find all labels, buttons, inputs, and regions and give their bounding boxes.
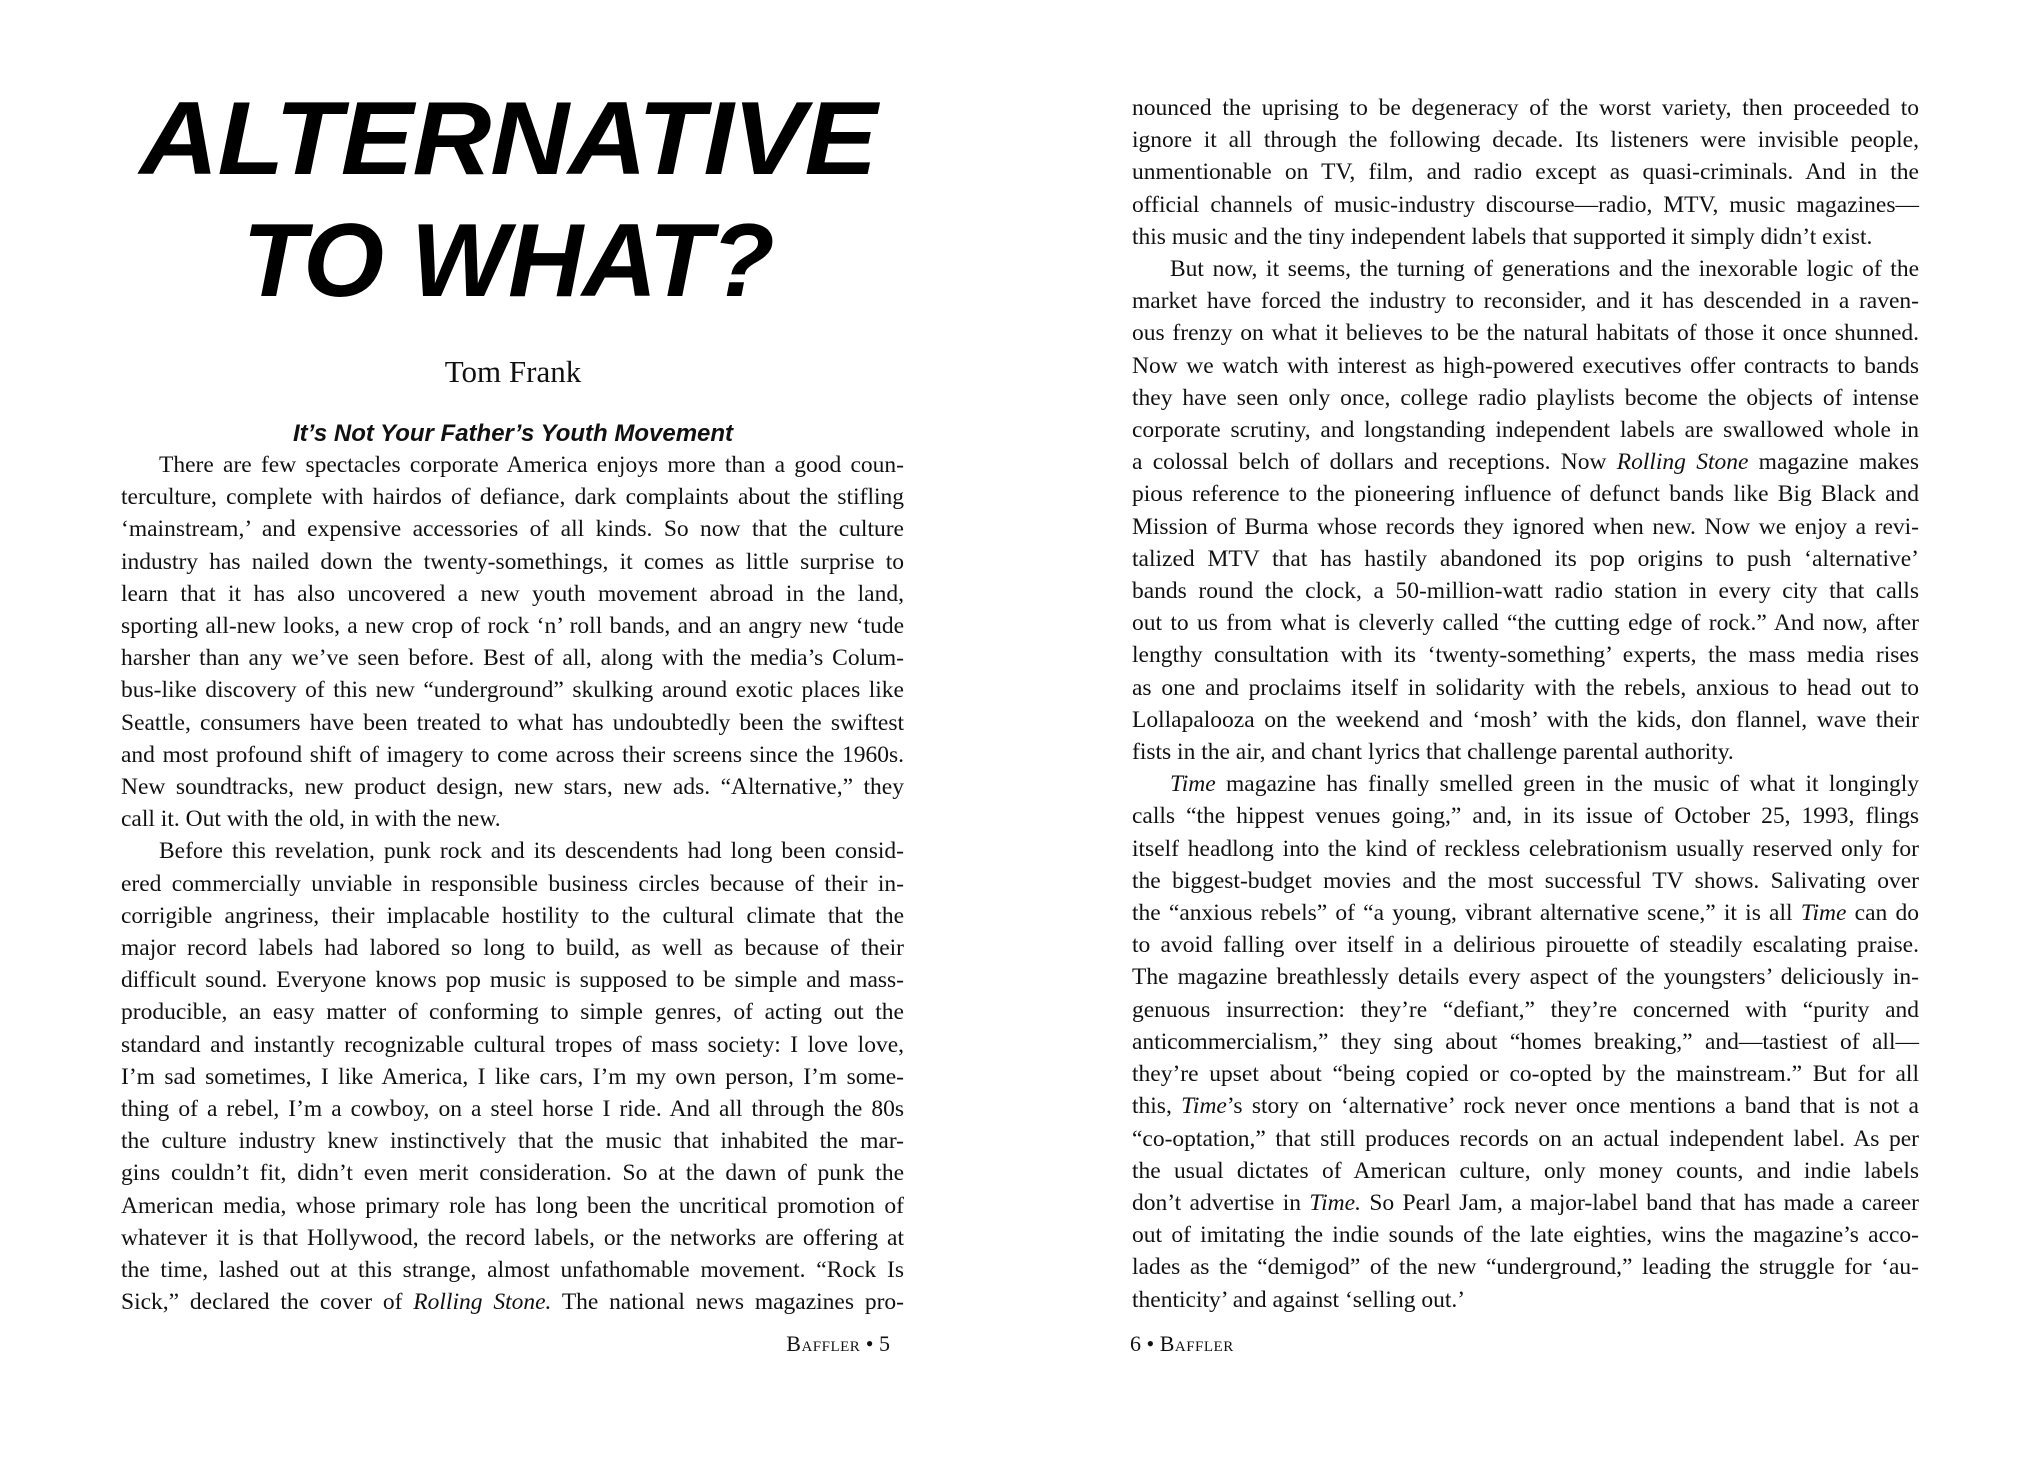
text-line: and most profound shift of imagery to come across their screens since the 1960s. xyxy=(121,741,904,768)
right-body-column xyxy=(1132,92,1919,1316)
text-line: standard and instantly recognizable cultural tropes of mass society: I love love, xyxy=(121,1031,904,1058)
text-line: gins couldn’t fit, didn’t even merit consideration. So at the dawn of punk the xyxy=(121,1160,904,1187)
text-line: Mission of Burma whose records they ignored when new. Now we enjoy a revi- xyxy=(1132,513,1919,540)
text-line: the time, lashed out at this strange, almost unfathomable movement. “Rock Is xyxy=(121,1257,904,1284)
folio-bullet: • xyxy=(865,1331,874,1356)
text-line: thing of a rebel, I’m a cowboy, on a steel horse I ride. And all through the 80s xyxy=(121,1096,904,1123)
text-line: this music and the tiny independent labels that supported it simply didn’t exist. xyxy=(1132,223,1873,250)
folio-right xyxy=(1130,1330,1234,1358)
folio-magazine-name: Baffler xyxy=(1159,1331,1234,1356)
text-line: call it. Out with the old, in with the new. xyxy=(121,806,501,833)
text-run: don’t advertise in xyxy=(1132,1189,1310,1216)
text-run: can do xyxy=(1846,900,1919,927)
text-line: industry has nailed down the twenty-somethings, it comes as little surprise to xyxy=(121,548,904,575)
text-line: I’m sad sometimes, I like America, I like cars, I’m my own person, I’m some- xyxy=(121,1063,904,1090)
text-line: ignore it all through the following decade. Its listeners were invisible people, xyxy=(1132,127,1919,154)
text-line: they’re upset about “being copied or co-opted by the mainstream.” But for all xyxy=(1132,1061,1919,1088)
text-line: itself headlong into the kind of reckless celebrationism usually reserved only for xyxy=(1132,835,1919,862)
text-line: they have seen only once, college radio playlists become the objects of intense xyxy=(1132,384,1919,411)
text-line: out to us from what is cleverly called “the cutting edge of rock.” And now, after xyxy=(1132,610,1919,637)
text-run: The national news magazines pro- xyxy=(551,1289,904,1316)
text-line: the biggest-budget movies and the most successful TV shows. Salivating over xyxy=(1132,867,1919,894)
text-run: this, xyxy=(1132,1093,1182,1120)
text-line: the usual dictates of American culture, only money counts, and indie labels xyxy=(1132,1157,1919,1184)
title-line-1: ALTERNATIVE xyxy=(139,81,877,197)
text-line: harsher than any we’ve seen before. Best of all, along with the media’s Colum- xyxy=(121,645,904,672)
text-line: But now, it seems, the turning of generations and the inexorable logic of the xyxy=(1170,256,1919,283)
paragraph xyxy=(121,835,904,1318)
text-line: anticommercialism,” they sing about “homes breaking,” and—tastiest of all— xyxy=(1132,1028,1919,1055)
paragraph xyxy=(1132,253,1919,768)
text-run: a colossal belch of dollars and receptions. Now xyxy=(1132,449,1617,476)
text-run: So Pearl Jam, a major-label band that has made a career xyxy=(1360,1189,1919,1216)
text-line: to avoid falling over itself in a delirious pirouette of steadily escalating praise. xyxy=(1132,932,1919,959)
text-line: ous frenzy on what it believes to be the natural habitats of those it once shunned. xyxy=(1132,320,1919,347)
text-line: corporate scrutiny, and longstanding independent labels are swallowed whole in xyxy=(1132,417,1919,444)
italic-title: Time xyxy=(1170,771,1216,798)
page-left xyxy=(0,0,1012,1463)
text-line: American media, whose primary role has long been the uncritical promotion of xyxy=(121,1192,904,1219)
text-line: producible, an easy matter of conforming to simple genres, of acting out the xyxy=(121,999,904,1026)
text-line: Lollapalooza on the weekend and ‘mosh’ with the kids, don flannel, wave their xyxy=(1132,706,1919,733)
folio-page-number: 6 xyxy=(1130,1331,1141,1356)
text-line: Before this revelation, punk rock and its descendents had long been consid- xyxy=(159,838,904,865)
folio-bullet: • xyxy=(1146,1331,1155,1356)
text-line: official channels of music-industry discourse—radio, MTV, music magazines— xyxy=(1132,191,1919,218)
folio-left xyxy=(786,1330,890,1358)
paragraph xyxy=(121,449,904,835)
text-line: nounced the uprising to be degeneracy of the worst variety, then proceeded to xyxy=(1132,95,1919,121)
folio-page-number: 5 xyxy=(879,1331,890,1356)
folio-magazine-name: Baffler xyxy=(786,1331,861,1356)
text-line: New soundtracks, new product design, new stars, new ads. “Alternative,” they xyxy=(121,774,904,801)
text-line: unmentionable on TV, film, and radio except as quasi-criminals. And in the xyxy=(1132,159,1919,186)
italic-title: Time xyxy=(1800,900,1847,927)
text-line: genuous insurrection: they’re “defiant,” they’re concerned with “purity and xyxy=(1132,996,1919,1023)
text-line xyxy=(1132,1090,1919,1122)
text-line: as one and proclaims itself in solidarity with the rebels, anxious to head out to xyxy=(1132,674,1919,701)
text-line: There are few spectacles corporate America enjoys more than a good coun- xyxy=(159,452,904,478)
left-body-column xyxy=(121,449,904,1318)
text-line: ered commercially unviable in responsible business circles because of their in- xyxy=(121,870,904,897)
text-run: magazine makes xyxy=(1748,449,1919,476)
article-title xyxy=(118,78,898,322)
text-line: difficult sound. Everyone knows pop music is supposed to be simple and mass- xyxy=(121,967,904,994)
text-line xyxy=(1132,1187,1919,1219)
text-line: bands round the clock, a 50-million-watt radio station in every city that calls xyxy=(1132,578,1919,605)
text-line: thenticity’ and against ‘selling out.’ xyxy=(1132,1286,1466,1313)
text-line: whatever it is that Hollywood, the record labels, or the networks are offering at xyxy=(121,1224,904,1251)
paragraph xyxy=(1132,768,1919,1315)
author-byline: Tom Frank xyxy=(444,354,582,389)
title-line-2: TO WHAT? xyxy=(242,203,774,319)
text-run: magazine has finally smelled green in the music of what it longingly xyxy=(1215,771,1919,798)
text-line: fists in the air, and chant lyrics that challenge parental authority. xyxy=(1132,739,1734,766)
text-line: sporting all-new looks, a new crop of rock ‘n’ roll bands, and an angry new ‘tude xyxy=(121,613,904,640)
text-line: lades as the “demigod” of the new “underground,” leading the struggle for ‘au- xyxy=(1132,1254,1919,1281)
text-line xyxy=(1132,446,1919,478)
italic-title: Rolling Stone. xyxy=(413,1289,552,1316)
italic-title: Time xyxy=(1181,1093,1227,1120)
italic-title: Rolling Stone xyxy=(1616,449,1749,476)
text-line: “co-optation,” that still produces records on an actual independent label. As per xyxy=(1132,1125,1919,1152)
text-line: Now we watch with interest as high-powered executives offer contracts to bands xyxy=(1132,352,1919,379)
text-line: pious reference to the pioneering influence of defunct bands like Big Black and xyxy=(1132,481,1919,508)
text-line: terculture, complete with hairdos of defiance, dark complaints about the stifling xyxy=(121,484,904,511)
text-run: the “anxious rebels” of “a young, vibrant alternative scene,” it is all xyxy=(1132,900,1801,927)
text-line: Seattle, consumers have been treated to what has undoubtedly been the swiftest xyxy=(121,709,904,736)
paragraph-continued xyxy=(1132,92,1919,253)
text-line: market have forced the industry to reconsider, and it has descended in a raven- xyxy=(1132,288,1919,315)
text-line: lengthy consultation with its ‘twenty-something’ experts, the mass media rises xyxy=(1132,642,1919,669)
italic-title: Time. xyxy=(1309,1189,1361,1216)
section-heading: It’s Not Your Father’s Youth Movement xyxy=(292,420,734,447)
text-line xyxy=(121,1286,904,1318)
text-line: learn that it has also uncovered a new youth movement abroad in the land, xyxy=(121,580,904,607)
text-line: the culture industry knew instinctively that the music that inhabited the mar- xyxy=(121,1128,904,1155)
text-line: major record labels had labored so long to build, as well as because of their xyxy=(121,935,904,962)
text-run: Sick,” declared the cover of xyxy=(121,1289,414,1316)
text-line xyxy=(1132,897,1919,929)
text-line: out of imitating the indie sounds of the late eighties, wins the magazine’s acco- xyxy=(1132,1222,1919,1249)
text-run: ’s story on ‘alternative’ rock never once mentions a band that is not a xyxy=(1226,1093,1919,1120)
text-line: corrigible angriness, their implacable hostility to the cultural climate that the xyxy=(121,902,904,929)
page-right xyxy=(1012,0,2025,1463)
text-line: talized MTV that has hastily abandoned its pop origins to push ‘alternative’ xyxy=(1132,545,1919,572)
text-line: ‘mainstream,’ and expensive accessories of all kinds. So now that the culture xyxy=(121,516,904,543)
text-line xyxy=(1132,768,1919,800)
text-line: The magazine breathlessly details every aspect of the youngsters’ deliciously in- xyxy=(1132,964,1919,991)
text-line: calls “the hippest venues going,” and, in its issue of October 25, 1993, flings xyxy=(1132,803,1919,830)
text-line: bus-like discovery of this new “underground” skulking around exotic places like xyxy=(121,677,904,704)
